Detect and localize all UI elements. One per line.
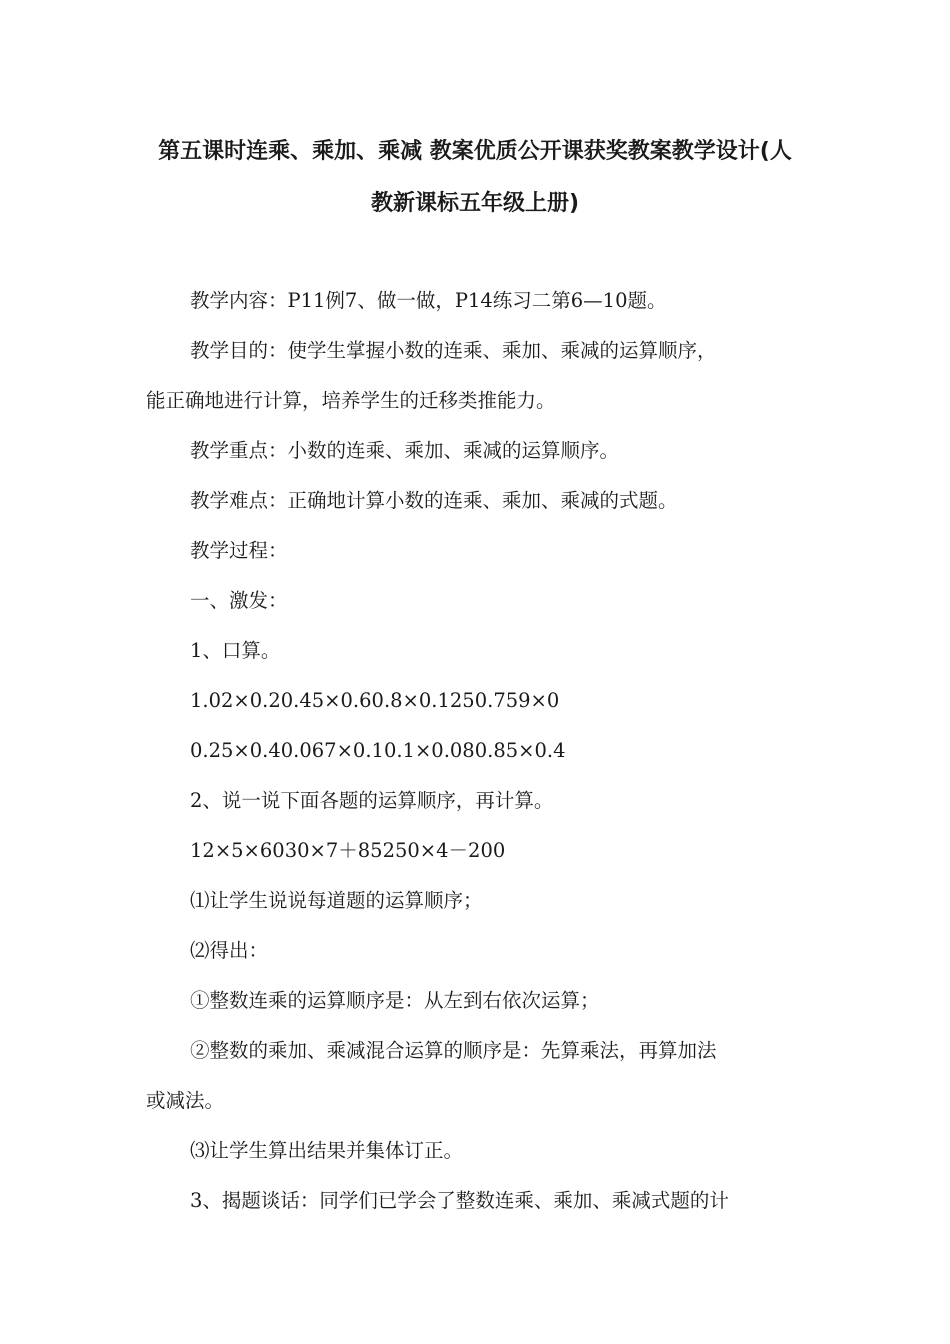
rule-2: ②整数的乘加、乘减混合运算的顺序是：先算乘法，再算加法 — [190, 1039, 717, 1062]
title-line-2: 教新课标五年级上册) — [370, 191, 580, 216]
paragraph-difficulty: 教学难点：正确地计算小数的连乘、乘加、乘减的式题。 — [190, 489, 678, 512]
paragraph-teaching-content: 教学内容：P11例7、做一做，P14练习二第6—10题。 — [190, 289, 667, 312]
item-oral-calculation: 1、口算。 — [190, 639, 281, 662]
item-order-of-operations: 2、说一说下面各题的运算顺序，再计算。 — [190, 789, 554, 812]
document-title — [140, 126, 810, 230]
paragraph-teaching-goal-continued: 能正确地进行计算，培养学生的迁移类推能力。 — [146, 389, 556, 412]
rule-1: ①整数连乘的运算顺序是：从左到右依次运算； — [190, 989, 600, 1012]
item-topic-intro: 3、揭题谈话：同学们已学会了整数连乘、乘加、乘减式题的计 — [190, 1189, 729, 1212]
paragraph-process-heading: 教学过程： — [190, 539, 288, 562]
paragraph-key-point: 教学重点：小数的连乘、乘加、乘减的运算顺序。 — [190, 439, 620, 462]
title-line-1: 第五课时连乘、乘加、乘减 教案优质公开课获奖教案教学设计(人 — [158, 139, 792, 164]
step-1: ⑴让学生说说每道题的运算顺序； — [190, 889, 483, 912]
step-2: ⑵得出： — [190, 939, 269, 962]
paragraph-teaching-goal: 教学目的：使学生掌握小数的连乘、乘加、乘减的运算顺序， — [190, 339, 717, 362]
document-body — [146, 276, 810, 1226]
order-exercise-row: 12×5×6030×7＋85250×4－200 — [190, 839, 506, 862]
step-3: ⑶让学生算出结果并集体订正。 — [190, 1139, 464, 1162]
oral-calculation-row-2: 0.25×0.40.067×0.10.1×0.080.85×0.4 — [190, 739, 566, 762]
rule-2-continued: 或减法。 — [146, 1089, 225, 1112]
oral-calculation-row-1: 1.02×0.20.45×0.60.8×0.1250.759×0 — [190, 689, 560, 712]
section-heading-motivation: 一、激发： — [190, 589, 288, 612]
